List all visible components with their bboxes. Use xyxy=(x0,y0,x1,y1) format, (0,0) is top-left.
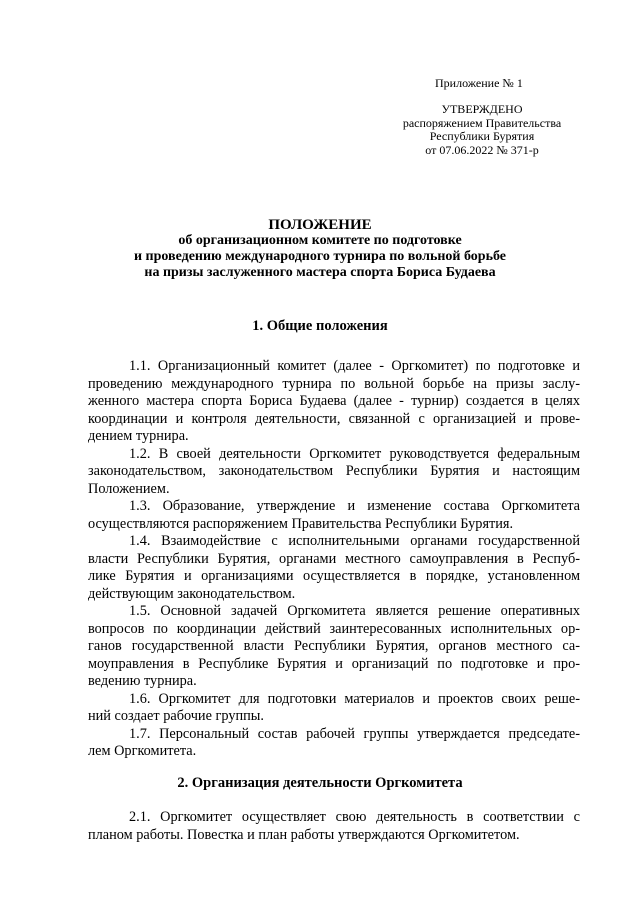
text-line: действующим законодательством. xyxy=(88,585,296,602)
text-line: проведению международного турнира по вольной борьбе на призы заслу- xyxy=(88,375,580,392)
text-line: 1.5. Основной задачей Оргкомитета является решение оперативных xyxy=(129,603,580,619)
paragraph xyxy=(88,358,580,446)
appendix-label: Приложение № 1 xyxy=(435,76,523,90)
approval-line: распоряжением Правительства xyxy=(402,115,562,130)
text-line: Положением. xyxy=(88,480,170,497)
text-line: дением турнира. xyxy=(88,428,189,444)
text-line: лике Бурятия и организациями осуществляется в порядке, установленном xyxy=(88,568,580,584)
title-line: об организационном комитете по подготовке xyxy=(178,233,462,248)
text-line: моуправления в Республике Бурятия и организаций по подготовке и про- xyxy=(88,655,580,672)
paragraph xyxy=(88,533,580,603)
text-line: 1.3. Образование, утверждение и изменение состава Оргкомитета xyxy=(129,498,580,514)
text-line: лем Оргкомитета. xyxy=(88,743,197,759)
text-line: ний создает рабочие группы. xyxy=(88,708,264,724)
text-line: ведению турнира. xyxy=(88,673,197,689)
approval-line: Республики Бурятия xyxy=(429,129,535,143)
section-body xyxy=(88,358,580,761)
approval-line: от 07.06.2022 № 371-р xyxy=(425,142,539,157)
title-line: на призы заслуженного мастера спорта Бориса Будаева xyxy=(144,265,496,280)
title-line: и проведению международного турнира по вольной борьбе xyxy=(133,249,507,264)
section-heading: 1. Общие положения xyxy=(252,318,388,334)
section-heading: 2. Организация деятельности Оргкомитета xyxy=(177,775,463,791)
paragraph xyxy=(88,498,580,533)
section-body xyxy=(88,809,580,844)
paragraph xyxy=(88,446,580,499)
text-line: 1.7. Персональный состав рабочей группы утверждается председате- xyxy=(129,725,580,742)
text-line: женного мастера спорта Бориса Будаева (далее - турнир) создается в целях xyxy=(88,393,580,409)
text-line: вопросов по координации действий заинтересованных исполнительных ор- xyxy=(88,620,580,637)
title-line: ПОЛОЖЕНИЕ xyxy=(268,217,372,233)
text-line: 1.1. Организационный комитет (далее - Оргкомитет) по подготовке и xyxy=(129,358,580,374)
paragraph xyxy=(88,691,580,726)
paragraph xyxy=(88,603,580,691)
paragraph xyxy=(88,726,580,761)
text-line: планом работы. Повестка и план работы утверждаются Оргкомитетом. xyxy=(88,826,520,843)
text-line: осуществляются распоряжением Правительства Республики Бурятия. xyxy=(88,515,514,532)
paragraph xyxy=(88,809,580,844)
text-line: ганов государственной власти Республики Бурятия, органов местного са- xyxy=(88,638,580,654)
text-line: 1.6. Оргкомитет для подготовки материалов и проектов своих реше- xyxy=(129,690,580,707)
text-line: законодательством, законодательством Республики Бурятия и настоящим xyxy=(88,463,580,479)
approval-stamp xyxy=(382,103,582,157)
text-line: координации и контроля деятельности, связанной с организацией и прове- xyxy=(88,410,580,427)
text-line: власти Республики Бурятия, органами местного самоуправления в Респуб- xyxy=(88,550,580,567)
document-title xyxy=(60,217,580,281)
text-line: 1.2. В своей деятельности Оргкомитет руководствуется федеральным xyxy=(129,445,580,462)
text-line: 1.4. Взаимодействие с исполнительными органами государственной xyxy=(129,533,580,549)
approval-line: УТВЕРЖДЕНО xyxy=(441,102,523,116)
text-line: 2.1. Оргкомитет осуществляет свою деятельность в соответствии с xyxy=(129,809,580,825)
